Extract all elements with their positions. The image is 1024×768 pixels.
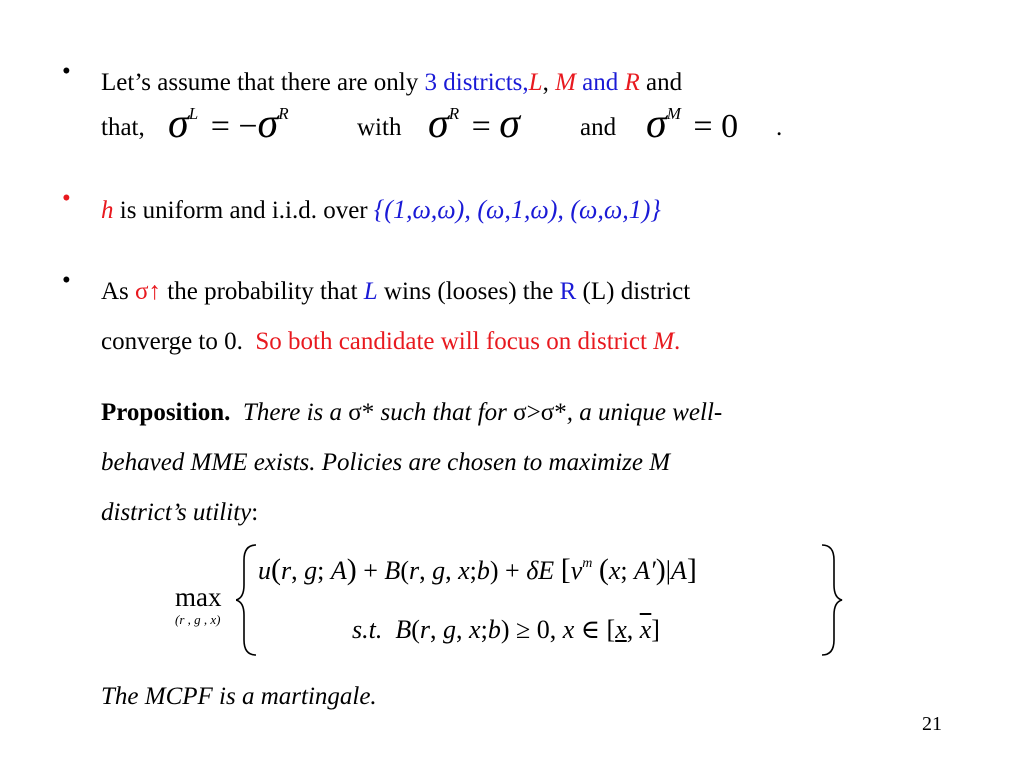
- proposition-cond: σ>σ*: [513, 399, 567, 426]
- bullet-dot-3: •: [62, 267, 71, 294]
- formula-line1: u(r, g; A) + B(r, g, x;b) + δE [$v^m$ (x; A′)|A]: [258, 553, 697, 586]
- bullet1-districts: 3 districts,: [424, 69, 529, 96]
- bullet-3: [101, 267, 981, 367]
- proposition-text-a: There is a: [242, 399, 342, 426]
- bullet1-M: M: [555, 69, 576, 96]
- bullet-dot-1: •: [62, 58, 71, 85]
- bullet2-set: {(1,ω,ω), (ω,1,ω), (ω,ω,1)}: [373, 195, 661, 224]
- bullet1-and: and: [582, 69, 619, 96]
- proposition-text-b: such that for: [380, 399, 507, 426]
- equation-sigma-m: σM = 0: [646, 101, 739, 147]
- formula-max-sub: (r , g , x): [175, 612, 221, 627]
- bullet3-line2-red: So both candidate will focus on district: [255, 328, 647, 355]
- bullet3-R: R: [559, 278, 577, 305]
- proposition-text-c: , a unique well-: [566, 399, 723, 426]
- bullet1-text-a: Let’s assume that there are only: [101, 69, 419, 96]
- equation-sigma-l: σL = −σR: [168, 101, 289, 147]
- bullet3-text-c: (L) district: [582, 278, 691, 305]
- bullet3-M: M: [653, 328, 675, 355]
- page-number: 21: [922, 713, 942, 735]
- bullet1-and2: and: [580, 114, 617, 141]
- proposition-sigma-star: σ*: [348, 399, 375, 426]
- bullet3-sigma-up: σ↑: [135, 278, 162, 305]
- proposition-line3: district’s utility: [101, 499, 252, 526]
- bullet3-as: As: [101, 278, 129, 305]
- proposition-line2: behaved MME exists. Policies are chosen to maximize M: [101, 449, 671, 476]
- formula-max: max: [175, 582, 222, 612]
- bullet1-comma: ,: [542, 69, 549, 96]
- proposition: [101, 388, 991, 538]
- bullet1-L: L: [528, 69, 543, 96]
- equation-sigma-r: σR = σ: [428, 101, 521, 147]
- formula-line2: s.t. B(r, g, x;b) ≥ 0, x ∈ [x, $\overline{x}$]: [352, 615, 660, 644]
- bullet3-L: L: [363, 278, 378, 305]
- bullet1-R: R: [624, 69, 640, 96]
- conclusion: The MCPF is a martingale.: [101, 683, 377, 710]
- bullet2-h: h: [101, 197, 114, 224]
- bullet2-text: is uniform and i.i.d. over: [119, 197, 368, 224]
- bullet3-line2-a: converge to 0.: [101, 328, 243, 355]
- proposition-colon: :: [251, 499, 259, 526]
- bullet1-with: with: [357, 114, 402, 141]
- bullet-dot-2: •: [62, 185, 71, 212]
- bullet3-text-b: wins (looses) the: [383, 278, 554, 305]
- bullet3-dot: .: [674, 328, 681, 355]
- proposition-label: Proposition.: [101, 399, 231, 426]
- bullet3-text-a: the probability that: [167, 278, 358, 305]
- bullet1-end: and: [646, 69, 683, 96]
- bullet-2: [101, 185, 661, 236]
- bullet1-that: that,: [101, 114, 145, 141]
- bullet1-period: .: [776, 114, 783, 141]
